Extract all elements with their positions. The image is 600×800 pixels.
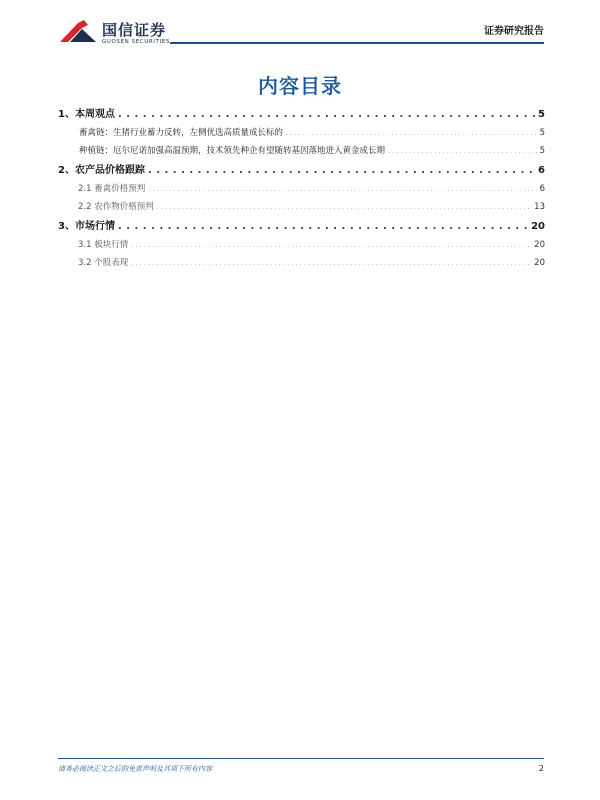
table-of-contents bbox=[58, 104, 545, 272]
toc-section-label: 3、市场行情 bbox=[58, 221, 115, 232]
toc-page-number: 5 bbox=[539, 128, 545, 138]
footer-divider bbox=[58, 758, 544, 759]
toc-leader-dots bbox=[148, 161, 535, 180]
toc-leader-dots bbox=[118, 217, 528, 236]
logo-text-cn: 国信证券 bbox=[102, 21, 167, 39]
toc-leader-dots bbox=[118, 105, 535, 124]
toc-title: 内容目录 bbox=[258, 74, 342, 98]
toc-page-number: 20 bbox=[534, 258, 545, 268]
toc-item-label: 种植链：厄尔尼诺加强高温预期，技术领先种企有望随转基因落地进入黄金成长期 bbox=[79, 146, 386, 156]
toc-leader-dots bbox=[286, 125, 537, 143]
toc-leader-dots bbox=[388, 143, 537, 161]
toc-item[interactable] bbox=[58, 180, 545, 198]
toc-leader-dots bbox=[148, 181, 536, 199]
logo-text-en: GUOSEN SECURITIES bbox=[102, 39, 170, 45]
toc-leader-dots bbox=[131, 237, 531, 255]
footer-disclaimer: 请务必阅读正文之后的免责声明及其项下所有内容 bbox=[58, 765, 212, 773]
toc-item-label: 3.1 板块行情 bbox=[78, 240, 129, 250]
toc-item-label: 2.2 农作物价格预判 bbox=[78, 202, 154, 212]
toc-page-number: 6 bbox=[538, 165, 545, 176]
toc-item[interactable] bbox=[58, 236, 545, 254]
header-divider bbox=[170, 42, 544, 44]
toc-leader-dots bbox=[131, 255, 531, 273]
guosen-logo-icon bbox=[58, 20, 98, 46]
toc-page-number: 5 bbox=[538, 109, 545, 120]
toc-page-number: 20 bbox=[534, 240, 545, 250]
toc-item[interactable] bbox=[58, 254, 545, 272]
toc-item-label: 畜禽链：生猪行业蓄力反转，左侧优选高质量成长标的 bbox=[79, 128, 284, 138]
toc-page-number: 6 bbox=[539, 184, 545, 194]
toc-item[interactable] bbox=[58, 198, 545, 216]
toc-page-number: 20 bbox=[531, 221, 545, 232]
toc-page-number: 13 bbox=[534, 202, 545, 212]
footer-page-number: 2 bbox=[538, 764, 544, 773]
toc-section-1[interactable] bbox=[58, 105, 545, 124]
toc-section-label: 2、农产品价格跟踪 bbox=[58, 165, 145, 176]
toc-leader-dots bbox=[157, 199, 531, 217]
toc-section-2[interactable] bbox=[58, 161, 545, 180]
toc-item[interactable] bbox=[58, 124, 545, 142]
toc-page-number: 5 bbox=[539, 146, 545, 156]
toc-item[interactable] bbox=[58, 142, 545, 160]
toc-section-label: 1、本周观点 bbox=[58, 109, 115, 120]
toc-section-3[interactable] bbox=[58, 217, 545, 236]
toc-item-label: 3.2 个股表现 bbox=[78, 258, 129, 268]
report-type-label: 证券研究报告 bbox=[484, 26, 544, 37]
toc-item-label: 2.1 畜禽价格预判 bbox=[78, 184, 146, 194]
